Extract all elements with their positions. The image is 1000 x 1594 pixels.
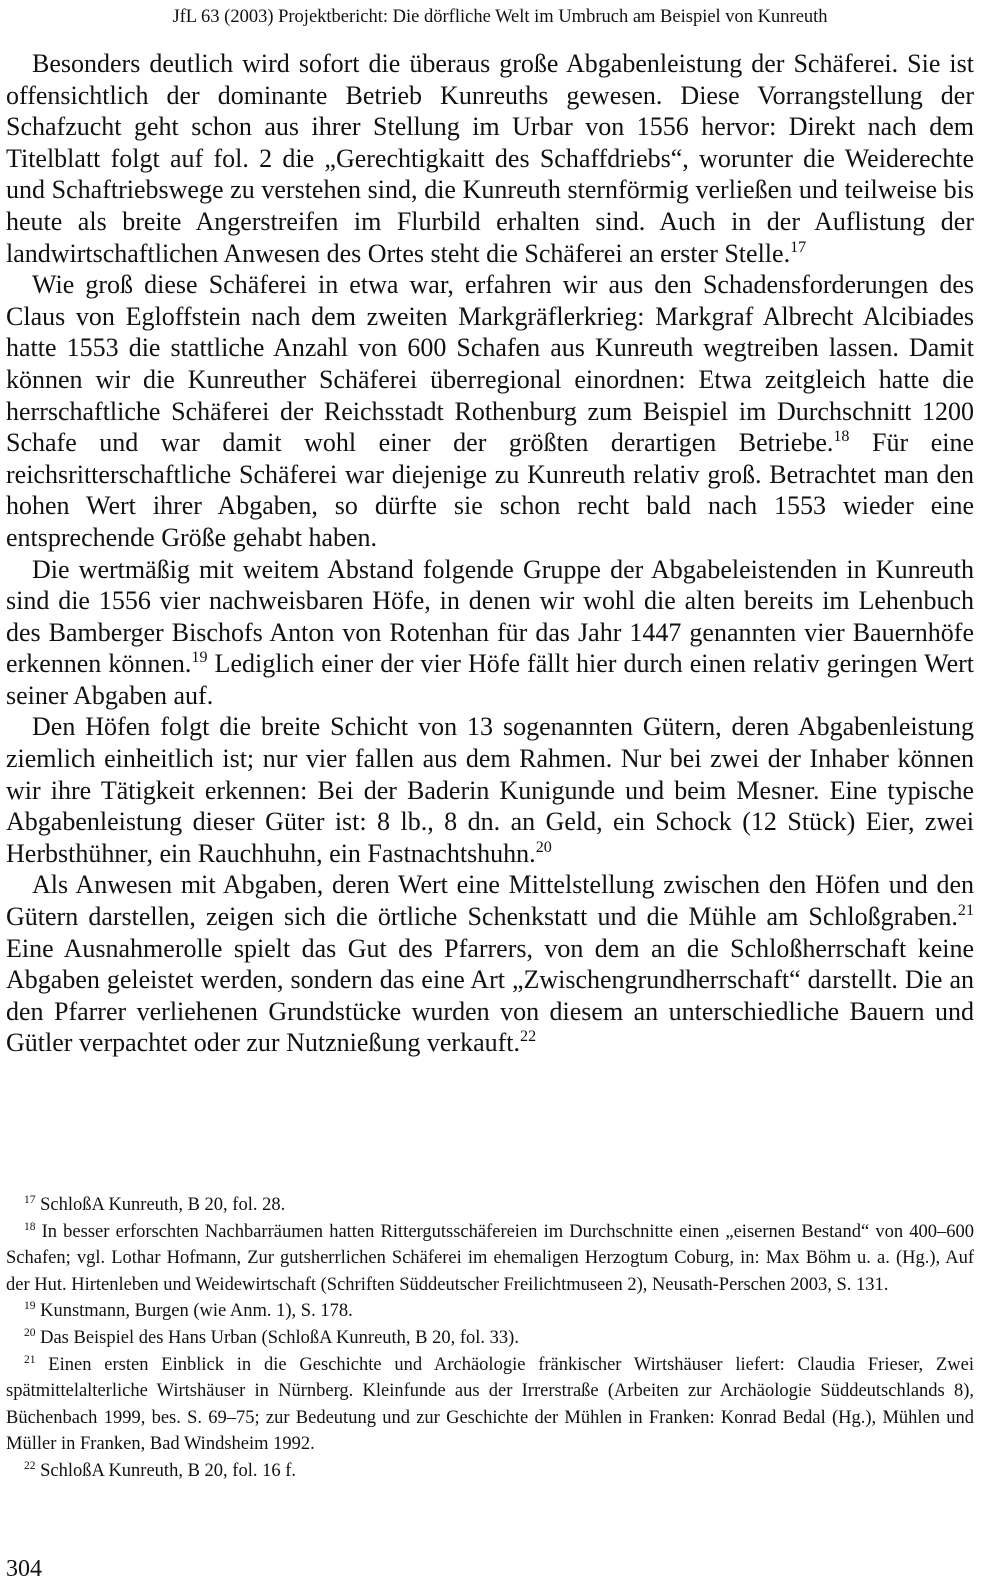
footnote-ref-18[interactable]: 18 <box>833 428 850 446</box>
footnote-ref-19[interactable]: 19 <box>191 649 208 667</box>
paragraph-2 <box>6 269 974 553</box>
footnote-22 <box>6 1458 974 1485</box>
paragraph-text: Lediglich einer der vier Höfe fällt hier durch einen relativ geringen Wert seiner Abgaben auf. <box>6 649 974 710</box>
paragraph-text: Besonders deutlich wird sofort die überaus große Abgabenleistung der Schäferei. Sie ist offensichtlich der dominante Betrieb Kunreuths gewesen. Diese Vorrangstellung der Schafzucht geht schon aus ihrer Stellung im Urbar von 1556 hervor: Direkt nach dem Titelblatt folgt auf fol. 2 die „Gerechtigkaitt des Schaffdriebs“, worunter die Weiderechte und Schaftriebswege zu verstehen sind, die Kunreuth sternförmig verließen und teilweise bis heute als breite Angerstreifen im Flurbild erhalten sind. Auch in der Auflistung der landwirtschaftlichen Anwesen des Ortes steht die Schäferei an erster Stelle. <box>6 49 974 268</box>
footnote-18 <box>6 1219 974 1299</box>
footnote-text: SchloßA Kunreuth, B 20, fol. 28. <box>40 1195 286 1215</box>
footnote-text: In besser erforschten Nachbarräumen hatten Rittergutsschäfereien im Durchschnitte einen „eisernen Bestand“ von 400–600 Schafen; vgl. Lothar Hofmann, Zur gutsherrlichen Schäferei im ehemaligen Herzogtum Coburg, in: Max Böhm u. a. (Hg.), Auf der Hut. Hirtenleben und Weidewirtschaft (Schriften Süddeutscher Freilichtmuseen 2), Neusath-Perschen 2003, S. 131. <box>6 1221 974 1295</box>
footnote-number: 18 <box>24 1220 36 1233</box>
paragraph-3 <box>6 554 974 712</box>
paragraph-text: Wie groß diese Schäferei in etwa war, erfahren wir aus den Schadensforderungen des Claus von Egloffstein nach dem zweiten Markgräflerkrieg: Markgraf Albrecht Alcibiades hatte 1553 die stattliche Anzahl von 600 Schafen aus Kunreuth wegtreiben lassen. Damit können wir die Kunreuther Schäferei überregional einordnen: Etwa zeitgleich hatte die herrschaftliche Schäferei der Reichsstadt Rothenburg zum Beispiel im Durchschnitt 1200 Schafe und war damit wohl einer der größten derartigen Betriebe. <box>6 270 974 458</box>
paragraph-4 <box>6 711 974 869</box>
footnote-21 <box>6 1352 974 1458</box>
paragraph-1 <box>6 48 974 269</box>
footnotes <box>6 1192 974 1485</box>
main-text <box>6 48 974 1059</box>
footnote-ref-20[interactable]: 20 <box>535 838 552 856</box>
footnote-number: 22 <box>24 1459 36 1472</box>
footnote-ref-21[interactable]: 21 <box>957 902 974 920</box>
footnote-number: 19 <box>24 1300 36 1313</box>
paragraph-text: Für eine reichsritterschaftliche Schäferei war diejenige zu Kunreuth relativ groß. Betrachtet man den hohen Wert ihrer Abgaben, so dürfte sie schon recht bald nach 1553 wieder eine entsprechende Größe gehabt haben. <box>6 428 974 552</box>
footnote-number: 20 <box>24 1326 36 1339</box>
footnote-number: 17 <box>24 1193 36 1206</box>
paragraph-text: Eine Ausnahmerolle spielt das Gut des Pfarrers, von dem an die Schloßherrschaft keine Abgaben geleistet werden, sondern das eine Art „Zwischengrundherrschaft“ darstellt. Die an den Pfarrer verliehenen Grundstücke wurden von diesem an unterschiedliche Bauern und Gütler verpachtet oder zur Nutznießung verkauft. <box>6 933 974 1058</box>
footnote-19 <box>6 1298 974 1325</box>
footnote-number: 21 <box>24 1353 36 1366</box>
footnote-20 <box>6 1325 974 1352</box>
paragraph-text: Die wertmäßig mit weitem Abstand folgende Gruppe der Abgabeleistenden in Kunreuth sind die 1556 vier nachweisbaren Höfe, in denen wir wohl die alten bereits im Lehenbuch des Bamberger Bischofs Anton von Rotenhan für das Jahr 1447 genannten vier Bauernhöfe erkennen können. <box>6 554 974 679</box>
paragraph-5 <box>6 869 974 1059</box>
footnote-text: Das Beispiel des Hans Urban (SchloßA Kunreuth, B 20, fol. 33). <box>40 1327 519 1348</box>
footnote-17 <box>6 1192 974 1219</box>
running-header: JfL 63 (2003) Projektbericht: Die dörfliche Welt im Umbruch am Beispiel von Kunreuth <box>172 7 828 27</box>
paragraph-text: Den Höfen folgt die breite Schicht von 13 sogenannten Gütern, deren Abgabenleistung ziemlich einheitlich ist; nur vier fallen aus dem Rahmen. Nur bei zwei der Inhaber können wir ihre Tätigkeit erkennen: Bei der Baderin Kunigunde und beim Mesner. Eine typische Abgabenleistung dieser Güter ist: 8 lb., 8 dn. an Geld, ein Schock (12 Stück) Eier, zwei Herbsthühner, ein Rauchhuhn, ein Fastnachtshuhn. <box>6 712 974 868</box>
page-number: 304 <box>6 1556 42 1582</box>
paragraph-text: Als Anwesen mit Abgaben, deren Wert eine Mittelstellung zwischen den Höfen und den Gütern darstellen, zeigen sich die örtliche Schenkstatt und die Mühle am Schloßgraben. <box>6 870 974 932</box>
footnote-ref-22[interactable]: 22 <box>520 1028 537 1046</box>
footnote-ref-17[interactable]: 17 <box>790 238 807 256</box>
footnote-text: Einen ersten Einblick in die Geschichte und Archäologie fränkischer Wirtshäuser liefert: Claudia Frieser, Zwei spätmittelalterliche Wirtshäuser in Nürnberg. Kleinfunde aus der Irrerstraße (Arbeiten zur Archäologie Süddeutschlands 8), Büchenbach 1999, bes. S. 69–75; zur Bedeutung und zur Geschichte der Mühlen in Franken: Konrad Bedal (Hg.), Mühlen und Müller in Franken, Bad Windsheim 1992. <box>6 1354 974 1455</box>
footnote-text: Kunstmann, Burgen (wie Anm. 1), S. 178. <box>40 1301 353 1322</box>
footnote-text: SchloßA Kunreuth, B 20, fol. 16 f. <box>40 1460 296 1481</box>
